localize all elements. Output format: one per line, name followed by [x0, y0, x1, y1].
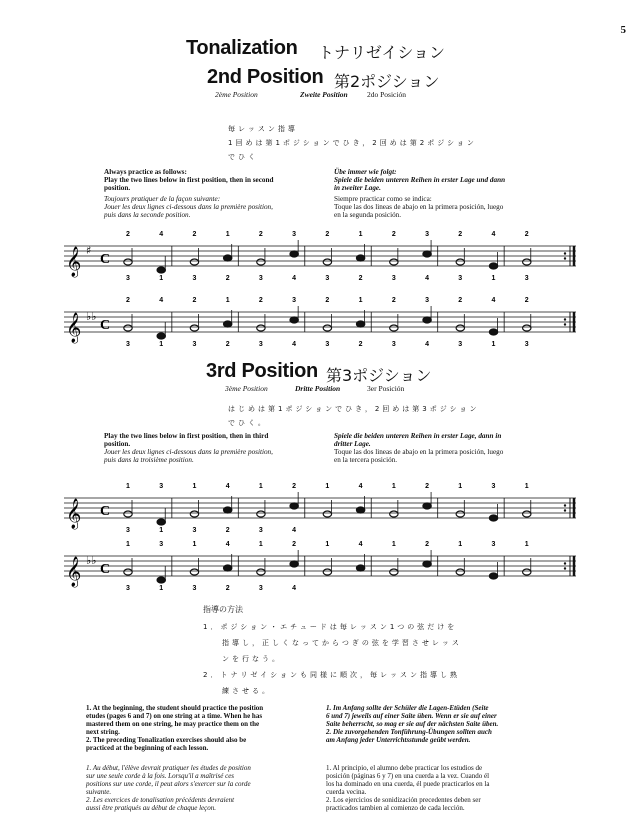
repeat-dot	[564, 562, 566, 564]
third-jp-line2: でひく。	[228, 419, 268, 427]
third-position-title-jp: 第3ポジション	[326, 366, 432, 385]
note-head	[290, 561, 298, 567]
note-head	[257, 511, 265, 517]
notes-de-4: 2. Die zuvorgehenden Tonführung-Übungen sollten auch	[326, 728, 492, 736]
note-head	[257, 569, 265, 575]
page-number: 5	[620, 24, 626, 36]
method-l1: 1．ポジション・エチュードは毎レッスン1つの弦だけを	[203, 623, 458, 631]
fingering-above: 4	[225, 541, 230, 548]
fingering-above: 1	[126, 541, 130, 548]
note-head	[323, 511, 331, 517]
third-en-2: position.	[104, 440, 131, 448]
note-head	[523, 569, 531, 575]
fingering-above: 1	[258, 483, 263, 490]
third-en-1: Play the two lines below in first position, then in third	[104, 432, 269, 440]
notes-fr-4: suivante.	[86, 788, 112, 796]
note-head	[323, 325, 331, 331]
fingering-above: 1	[225, 297, 230, 304]
note-head	[356, 507, 364, 513]
third-de-2: dritter Lage.	[334, 440, 371, 448]
fingering-below: 3	[325, 275, 330, 282]
third-de-1: Spiele die beiden unteren Reihen in erster Lage, dann in	[334, 432, 502, 440]
fingering-above: 2	[458, 297, 463, 304]
fingering-above: 1	[524, 483, 529, 490]
fingering-above: 1	[458, 541, 463, 548]
treble-clef-icon: 𝄞	[66, 247, 82, 277]
second-en-1: Always practice as follows:	[104, 168, 187, 176]
fingering-above: 4	[491, 297, 496, 304]
fingering-above: 3	[491, 483, 496, 490]
second-position-title: 2nd Position	[207, 66, 324, 88]
method-head: 指導の方法	[203, 605, 243, 614]
note-head	[390, 569, 398, 575]
notes-de-5: am Anfang jeder Unterrichtsstunde geübt werden.	[326, 736, 471, 744]
time-signature-icon: C	[100, 252, 111, 267]
notes-en-4: next string.	[86, 728, 120, 736]
method-l3: ンを行なう。	[222, 655, 282, 663]
fingering-above: 4	[159, 231, 164, 238]
fingering-below: 1	[491, 341, 496, 348]
note-head	[489, 573, 497, 579]
staff-1	[64, 230, 584, 290]
fingering-above: 4	[159, 297, 164, 304]
fingering-above: 4	[491, 231, 496, 238]
note-head	[157, 577, 165, 583]
fingering-below: 4	[292, 341, 297, 348]
fingering-above: 1	[358, 231, 363, 238]
fingering-below: 3	[192, 341, 197, 348]
second-es-3: en la segunda posición.	[334, 211, 402, 219]
note-head	[489, 329, 497, 335]
third-es-2: en la tercera posición.	[334, 456, 398, 464]
note-head	[523, 259, 531, 265]
note-head	[190, 569, 198, 575]
repeat-dot	[564, 567, 566, 569]
repeat-dot	[564, 509, 566, 511]
fingering-above: 1	[126, 483, 130, 490]
fingering-below: 3	[325, 341, 330, 348]
time-signature-icon: C	[100, 318, 111, 333]
fingering-below: 2	[225, 527, 230, 534]
repeat-dot	[564, 504, 566, 506]
note-head	[290, 317, 298, 323]
note-head	[456, 325, 464, 331]
staff-4	[64, 540, 584, 600]
fingering-above: 1	[325, 483, 330, 490]
third-instructions-en-fr	[104, 432, 319, 464]
fingering-below: 3	[126, 585, 130, 592]
note-head	[423, 503, 431, 509]
fingering-above: 1	[358, 297, 363, 304]
fingering-above: 2	[325, 231, 330, 238]
fingering-above: 2	[126, 231, 130, 238]
fingering-above: 1	[192, 541, 197, 548]
note-head	[290, 251, 298, 257]
fingering-above: 1	[325, 541, 330, 548]
repeat-dot	[564, 318, 566, 320]
note-head	[456, 569, 464, 575]
fingering-above: 1	[258, 541, 263, 548]
note-head	[223, 507, 231, 513]
fingering-above: 4	[358, 541, 363, 548]
third-sub-de: Dritte Position	[295, 384, 341, 393]
fingering-above: 3	[425, 231, 429, 238]
fingering-above: 2	[391, 231, 396, 238]
third-sub-es: 3er Posición	[367, 384, 405, 393]
fingering-above: 2	[258, 231, 263, 238]
key-signature: ♭♭	[86, 310, 97, 323]
fingering-above: 3	[292, 231, 297, 238]
fingering-above: 4	[225, 483, 230, 490]
note-head	[257, 325, 265, 331]
note-head	[489, 263, 497, 269]
fingering-above: 1	[192, 483, 197, 490]
note-head	[323, 569, 331, 575]
second-jp-line2: でひく	[228, 153, 258, 161]
note-head	[190, 325, 198, 331]
time-signature-icon: C	[100, 562, 111, 577]
fingering-below: 3	[126, 527, 130, 534]
fingering-above: 2	[292, 541, 297, 548]
fingering-above: 1	[225, 231, 230, 238]
notes-es-5: 2. Los ejercicios de sonidización precedentes deben ser	[326, 796, 481, 804]
notes-es-4: cuerda vecina.	[326, 788, 367, 796]
fingering-above: 2	[391, 297, 396, 304]
fingering-above: 2	[425, 541, 429, 548]
note-head	[356, 565, 364, 571]
note-head	[523, 511, 531, 517]
note-head	[423, 317, 431, 323]
notes-es-6: practicados tambien al comienzo de cada lección.	[326, 804, 465, 812]
fingering-above: 1	[458, 483, 463, 490]
third-jp-line1: はじめは第1ポジションでひき，2回めは第3ポジション	[228, 405, 480, 413]
second-fr-3: puis dans la seconde position.	[104, 211, 191, 219]
fingering-above: 3	[159, 541, 164, 548]
notes-fr-6: aussi être pratiqués au début de chaque leçon.	[86, 804, 216, 812]
fingering-above: 1	[391, 541, 396, 548]
note-head	[390, 325, 398, 331]
third-instructions-de-es	[334, 432, 564, 464]
third-es-1: Toque las dos lineas de abajo en la primera posición, luego	[334, 448, 504, 456]
fingering-above: 2	[524, 231, 529, 238]
note-head	[390, 511, 398, 517]
notes-fr	[86, 764, 321, 812]
fingering-below: 3	[524, 275, 529, 282]
notes-fr-5: 2. Les exercices de tonalisation précédents devraient	[86, 796, 235, 804]
notes-es-2: posición (páginas 6 y 7) en una cuerda a la vez. Cuando él	[326, 772, 490, 780]
fingering-above: 2	[126, 297, 130, 304]
second-jp-head: 毎レッスン指導	[228, 125, 298, 133]
fingering-below: 4	[292, 275, 297, 282]
note-head	[423, 251, 431, 257]
repeat-dot	[564, 252, 566, 254]
fingering-above: 2	[325, 297, 330, 304]
fingering-below: 3	[192, 527, 197, 534]
second-jp-line1: 1回めは第1ポジションでひき，2回めは第2ポジション	[228, 139, 477, 147]
second-es-2: Toque las dos lineas de abajo en la primera posición, luego	[334, 203, 504, 211]
note-head	[190, 259, 198, 265]
third-sub-fr: 3ème Position	[225, 384, 268, 393]
fingering-above: 2	[425, 483, 429, 490]
notes-en-3: mastered them on one string, he may practice them on the	[86, 720, 260, 728]
second-fr-2: Jouer les deux lignes ci-dessous dans la première position,	[104, 203, 273, 211]
fingering-below: 1	[159, 275, 164, 282]
note-head	[456, 259, 464, 265]
note-head	[257, 259, 265, 265]
note-head	[356, 321, 364, 327]
note-head	[157, 333, 165, 339]
fingering-below: 3	[258, 341, 263, 348]
repeat-dot	[564, 323, 566, 325]
note-head	[124, 325, 132, 331]
second-instructions-en-fr	[104, 168, 319, 219]
fingering-below: 3	[458, 275, 463, 282]
fingering-below: 1	[159, 527, 164, 534]
fingering-below: 4	[425, 275, 429, 282]
notes-fr-2: sur une seule corde à la fois. Lorsqu'il a maîtrisé ces	[86, 772, 235, 780]
note-head	[157, 267, 165, 273]
third-fr-2: puis dans la troisième position.	[104, 456, 194, 464]
note-head	[124, 511, 132, 517]
fingering-below: 3	[258, 585, 263, 592]
fingering-below: 3	[391, 341, 396, 348]
notes-en	[86, 704, 321, 752]
method-l5: 練させる。	[222, 687, 272, 695]
fingering-above: 2	[258, 297, 263, 304]
fingering-above: 4	[358, 483, 363, 490]
note-head	[290, 503, 298, 509]
notes-fr-1: 1. Au début, l'élève devrait pratiquer les études de position	[86, 764, 251, 772]
second-en-2: Play the two lines below in first position, then in second	[104, 176, 274, 184]
fingering-above: 3	[159, 483, 164, 490]
notes-fr-3: positions sur une corde, il peut alors s'exercer sur la corde	[86, 780, 251, 788]
fingering-below: 2	[225, 275, 230, 282]
fingering-below: 3	[458, 341, 463, 348]
time-signature-icon: C	[100, 504, 111, 519]
note-head	[456, 511, 464, 517]
second-en-3: position.	[104, 184, 131, 192]
fingering-below: 1	[491, 275, 496, 282]
fingering-above: 2	[192, 231, 197, 238]
treble-clef-icon: 𝄞	[66, 557, 82, 587]
fingering-below: 4	[292, 527, 297, 534]
second-es-1: Siempre practicar como se indica:	[334, 195, 432, 203]
notes-en-5: 2. The preceding Tonalization exercises should also be	[86, 736, 247, 744]
notes-es-1: 1. Al principio, el alumno debe practicar los estudios de	[326, 764, 483, 772]
fingering-below: 1	[159, 585, 164, 592]
second-fr-1: Toujours pratiquer de la façon suivante:	[104, 195, 221, 203]
second-sub-de: Zweite Position	[300, 90, 348, 99]
third-position-title: 3rd Position	[206, 360, 318, 382]
note-head	[223, 321, 231, 327]
fingering-below: 4	[425, 341, 429, 348]
fingering-below: 3	[524, 341, 529, 348]
notes-en-2: etudes (pages 6 and 7) on one string at a time. When he has	[86, 712, 263, 720]
fingering-above: 3	[292, 297, 297, 304]
second-de-2: Spiele die beiden unteren Reihen in erster Lage und dann	[334, 176, 506, 184]
fingering-above: 2	[192, 297, 197, 304]
fingering-below: 2	[358, 275, 363, 282]
fingering-below: 3	[258, 527, 263, 534]
treble-clef-icon: 𝄞	[66, 499, 82, 529]
note-head	[124, 259, 132, 265]
fingering-above: 2	[458, 231, 463, 238]
fingering-below: 3	[192, 585, 197, 592]
fingering-below: 3	[192, 275, 197, 282]
tonalization-title: Tonalization	[186, 37, 298, 59]
note-head	[523, 325, 531, 331]
fingering-below: 1	[159, 341, 164, 348]
method-l4: 2．トナリゼイションも同様に順次，毎レッスン指導し熟	[203, 671, 460, 679]
second-position-title-jp: 第2ポジション	[334, 72, 440, 91]
notes-en-6: practiced at the beginning of each lesson.	[86, 744, 209, 752]
notes-en-1: 1. At the beginning, the student should practice the position	[86, 704, 264, 712]
tonalization-title-jp: トナリゼイション	[318, 43, 446, 62]
staff-3	[64, 482, 584, 542]
fingering-above: 2	[524, 297, 529, 304]
note-head	[323, 259, 331, 265]
key-signature: ♯	[86, 244, 92, 257]
note-head	[489, 515, 497, 521]
fingering-below: 3	[126, 341, 130, 348]
key-signature: ♭♭	[86, 554, 97, 567]
note-head	[190, 511, 198, 517]
fingering-below: 3	[391, 275, 396, 282]
note-head	[390, 259, 398, 265]
note-head	[356, 255, 364, 261]
note-head	[157, 519, 165, 525]
fingering-above: 3	[491, 541, 496, 548]
fingering-below: 3	[258, 275, 263, 282]
method-l2: 指導し，正しくなってからつぎの弦を学習させレッス	[222, 639, 462, 647]
fingering-above: 3	[425, 297, 429, 304]
fingering-below: 2	[358, 341, 363, 348]
repeat-dot	[564, 257, 566, 259]
fingering-below: 3	[126, 275, 130, 282]
second-instructions-de-es	[334, 168, 564, 219]
fingering-below: 4	[292, 585, 297, 592]
notes-es	[326, 764, 561, 812]
second-sub-fr: 2ème Position	[215, 90, 258, 99]
note-head	[223, 565, 231, 571]
fingering-above: 2	[292, 483, 297, 490]
notes-es-3: los ha dominado en una cuerda, él puede practicarlos en la	[326, 780, 490, 788]
notes-de	[326, 704, 561, 744]
staff-2	[64, 296, 584, 356]
fingering-below: 2	[225, 341, 230, 348]
notes-de-1: 1. Im Anfang sollte der Schüler die Lagen-Etüden (Seite	[326, 704, 489, 712]
note-head	[423, 561, 431, 567]
fingering-above: 1	[391, 483, 396, 490]
note-head	[223, 255, 231, 261]
fingering-above: 1	[524, 541, 529, 548]
third-fr-1: Jouer les deux lignes ci-dessous dans la première position,	[104, 448, 273, 456]
notes-de-2: 6 und 7) jeweils auf einer Saite üben. Wenn er sie auf einer	[326, 712, 497, 720]
fingering-below: 2	[225, 585, 230, 592]
second-sub-es: 2do Posición	[367, 90, 406, 99]
notes-de-3: Saite beherrscht, so mag er sie auf der nächsten Saite üben.	[326, 720, 499, 728]
treble-clef-icon: 𝄞	[66, 313, 82, 343]
second-de-3: in zweiter Lage.	[334, 184, 381, 192]
second-de-1: Übe immer wie folgt:	[334, 168, 397, 176]
note-head	[124, 569, 132, 575]
